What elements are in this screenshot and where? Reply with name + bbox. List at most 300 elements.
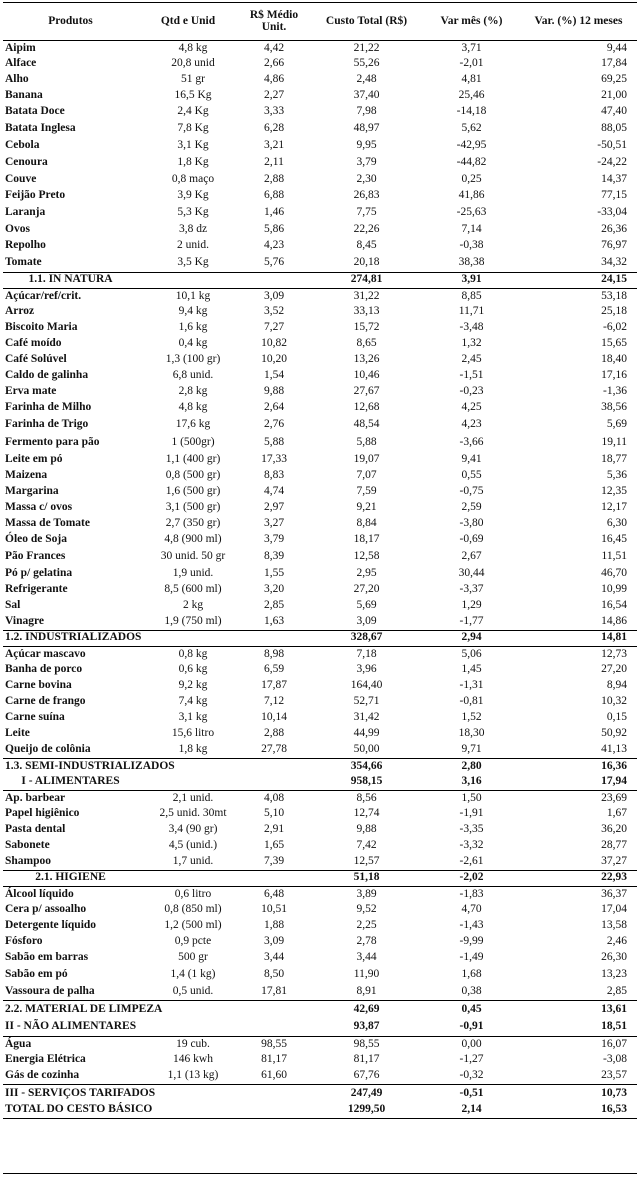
row-unit-price: 7,27 [263, 321, 285, 334]
row-name: Café moído [5, 337, 62, 350]
row-total: 48,54 [353, 418, 380, 431]
row-unit-price: 8,39 [263, 550, 285, 563]
row-qtd: 4,8 kg [178, 41, 208, 54]
row-unit-price: 6,88 [263, 189, 285, 202]
row-var-mes: 3,16 [423, 774, 520, 790]
row-name: Arroz [5, 305, 35, 318]
row-name: Ovos [5, 223, 30, 236]
subtotal-row [3, 272, 637, 288]
table-row [3, 566, 637, 582]
row-unit-price: 8,83 [263, 469, 285, 482]
row-name: Ap. barbear [5, 791, 66, 804]
row-unit-price: 4,23 [263, 239, 285, 252]
row-unit-price: 2,66 [263, 57, 285, 70]
table-row [3, 598, 637, 614]
row-var-mes: -2,01 [459, 57, 484, 70]
row-var-mes: 2,80 [423, 758, 520, 774]
row-unit-price: 5,86 [263, 223, 285, 236]
table-row [3, 172, 637, 188]
row-total: 42,69 [310, 1000, 423, 1018]
row-qtd: 146 kwh [173, 1053, 213, 1066]
row-total: 93,87 [310, 1018, 423, 1036]
row-var-mes: 1,29 [461, 599, 482, 612]
row-total: 19,07 [353, 453, 380, 466]
row-name: Cebola [5, 139, 40, 152]
row-var-12: 17,16 [601, 369, 627, 382]
table-row [3, 222, 637, 238]
row-var-12: 16,54 [601, 599, 627, 612]
row-qtd: 3,1 (500 gr) [165, 501, 221, 514]
row-unit-price: 10,82 [261, 337, 287, 350]
table-row [3, 838, 637, 854]
row-unit-price: 3,21 [263, 139, 285, 152]
row-var-12: 16,53 [520, 1102, 637, 1118]
row-qtd: 2,8 kg [178, 385, 208, 398]
row-var-12: 41,13 [601, 743, 627, 755]
row-name: Sabão em barras [5, 951, 89, 964]
row-total: 2,48 [356, 73, 377, 86]
row-qtd: 7,4 kg [178, 695, 208, 708]
row-qtd [138, 774, 238, 790]
row-total: 18,17 [353, 533, 380, 546]
row-unit-price: 4,08 [263, 791, 285, 804]
row-total: 33,13 [353, 305, 380, 318]
row-total: 81,17 [353, 1053, 380, 1066]
row-total: 7,98 [356, 105, 377, 118]
row-name: Farinha de Milho [5, 401, 92, 414]
row-qtd: 1,9 unid. [172, 567, 214, 580]
row-var-mes: -42,95 [456, 139, 487, 152]
row-name: Carne bovina [5, 679, 72, 692]
row-var-12: -6,02 [603, 321, 627, 334]
row-unit-price: 61,60 [261, 1069, 287, 1081]
table-row [3, 662, 637, 678]
row-var-mes: -1,77 [459, 615, 484, 627]
row-var-mes: -0,81 [459, 695, 484, 708]
row-total: 8,84 [356, 517, 377, 530]
row-name: Óleo de Soja [5, 533, 67, 546]
row-unit-price: 2,97 [263, 501, 285, 514]
row-total: 9,95 [356, 139, 377, 152]
row-qtd [138, 1102, 238, 1118]
row-var-12: 23,69 [601, 791, 627, 804]
row-total: 31,42 [353, 711, 380, 724]
row-var-12: 2,46 [606, 935, 627, 948]
table-row [3, 934, 637, 950]
row-total: 7,18 [356, 647, 377, 660]
table-row [3, 1036, 637, 1052]
row-var-12: 9,44 [606, 41, 627, 54]
row-unit-price [238, 630, 310, 646]
subtotal-row [3, 630, 637, 646]
row-var-12: 17,84 [601, 57, 627, 70]
row-qtd: 0,5 unid. [172, 985, 214, 997]
row-qtd: 2,4 Kg [177, 105, 209, 118]
row-qtd: 500 gr [178, 951, 208, 964]
row-unit-price: 3,52 [263, 305, 285, 318]
row-name: I - ALIMENTARES [3, 774, 138, 790]
row-unit-price: 2,88 [263, 727, 285, 740]
row-qtd: 1,8 kg [178, 743, 208, 755]
row-name: Batata Doce [5, 105, 65, 118]
row-var-mes: 1,68 [461, 968, 482, 981]
row-var-12: 2,85 [606, 985, 627, 997]
row-var-12: 18,77 [601, 453, 627, 466]
row-var-12: 16,07 [601, 1037, 627, 1050]
row-var-mes: 38,38 [458, 256, 485, 268]
row-qtd [138, 1018, 238, 1036]
table-row [3, 336, 637, 352]
row-name: 2.1. HIGIENE [3, 870, 138, 886]
row-var-mes: -2,61 [459, 855, 484, 867]
row-unit-price: 17,33 [261, 453, 287, 466]
row-unit-price [238, 1018, 310, 1036]
row-qtd: 2 unid. [177, 239, 209, 252]
row-unit-price: 3,79 [263, 533, 285, 546]
row-qtd: 2,7 (350 gr) [165, 517, 221, 530]
row-name: Papel higiênico [5, 807, 80, 820]
row-var-mes: -3,80 [459, 517, 484, 530]
row-qtd: 30 unid. 50 gr [160, 550, 226, 563]
table-row [3, 500, 637, 516]
row-unit-price: 6,48 [263, 887, 285, 900]
table-row [3, 254, 637, 272]
row-name: Água [5, 1037, 32, 1050]
table-row [3, 452, 637, 468]
row-qtd: 0,8 maço [171, 173, 215, 186]
row-name: Alface [5, 57, 37, 70]
row-var-12: 16,36 [520, 758, 637, 774]
row-name: Feijão Preto [5, 189, 66, 202]
row-name: Leite em pó [5, 453, 63, 466]
row-qtd: 1,7 unid. [172, 855, 214, 867]
row-total: 21,22 [353, 41, 380, 54]
table-row [3, 56, 637, 72]
row-unit-price: 3,09 [263, 935, 285, 948]
table-row [3, 434, 637, 452]
row-var-mes: -3,48 [459, 321, 484, 334]
row-var-12: 13,58 [601, 919, 627, 932]
row-unit-price [238, 1084, 310, 1102]
row-qtd: 1,4 (1 kg) [170, 968, 216, 981]
row-var-mes: 1,45 [461, 663, 482, 676]
row-var-mes: 0,45 [423, 1000, 520, 1018]
table-row [3, 320, 637, 336]
row-total: 10,46 [353, 369, 380, 382]
row-name: Farinha de Trigo [5, 418, 89, 431]
row-unit-price: 1,63 [263, 615, 285, 627]
row-var-12: -24,22 [597, 156, 627, 169]
row-total: 26,83 [353, 189, 380, 202]
row-total: 55,26 [353, 57, 380, 70]
row-unit-price: 7,12 [263, 695, 285, 708]
row-name: Açúcar mascavo [5, 647, 86, 660]
table-row [3, 1068, 637, 1084]
row-qtd: 3,1 kg [178, 711, 208, 724]
row-name: Tomate [5, 256, 42, 268]
table-row [3, 516, 637, 532]
row-unit-price: 3,27 [263, 517, 285, 530]
row-name: Açúcar/ref/crit. [5, 289, 82, 302]
row-var-12: 23,57 [601, 1069, 627, 1081]
row-var-mes: 1,52 [461, 711, 482, 724]
row-unit-price: 1,55 [263, 567, 285, 580]
row-qtd: 4,5 (unid.) [168, 839, 218, 852]
row-unit-price: 3,20 [263, 583, 285, 596]
row-unit-price: 17,87 [261, 679, 287, 692]
row-total: 274,81 [310, 272, 423, 288]
row-qtd: 9,2 kg [178, 679, 208, 692]
row-var-12: 34,32 [601, 256, 627, 268]
subtotal-row [3, 758, 637, 774]
row-var-mes: 25,46 [458, 89, 485, 102]
row-name: TOTAL DO CESTO BÁSICO [3, 1102, 138, 1118]
row-unit-price: 2,27 [263, 89, 285, 102]
table-row [3, 72, 637, 88]
row-total: 13,26 [353, 353, 380, 366]
row-var-12: 26,30 [601, 951, 627, 964]
row-var-mes: 30,44 [458, 567, 485, 580]
row-var-12: 88,05 [601, 122, 627, 135]
row-qtd: 0,6 litro [174, 887, 212, 900]
table-row [3, 120, 637, 138]
row-name: Vassoura de palha [5, 985, 95, 997]
row-var-12: 6,30 [606, 517, 627, 530]
row-total: 958,15 [310, 774, 423, 790]
row-var-mes: 2,67 [461, 550, 482, 563]
table-row [3, 484, 637, 500]
row-name: Banana [5, 89, 43, 102]
row-var-mes: -1,43 [459, 919, 484, 932]
table-row [3, 678, 637, 694]
row-name: Detergente líquido [5, 919, 97, 932]
table-row [3, 416, 637, 434]
row-var-12: 17,04 [601, 903, 627, 916]
row-var-mes: 4,23 [461, 418, 482, 431]
row-var-mes: -0,32 [459, 1069, 484, 1081]
row-name: Carne suína [5, 711, 65, 724]
row-var-12: 0,15 [606, 711, 627, 724]
table-row [3, 400, 637, 416]
row-unit-price: 2,64 [263, 401, 285, 414]
row-name: Refrigerante [5, 583, 68, 596]
row-unit-price: 2,91 [263, 823, 285, 836]
row-unit-price [238, 272, 310, 288]
row-name: Couve [5, 173, 37, 186]
row-qtd: 1 (500gr) [171, 436, 215, 449]
row-name: Laranja [5, 206, 46, 219]
row-name: Cenoura [5, 156, 48, 169]
row-unit-price: 27,78 [261, 743, 287, 755]
subtotal-row [3, 1102, 637, 1118]
row-unit-price: 1,65 [263, 839, 285, 852]
table-row [3, 104, 637, 120]
row-var-mes: -0,69 [459, 533, 484, 546]
row-name: Aipim [5, 41, 36, 54]
row-var-mes: 2,14 [423, 1102, 520, 1118]
row-var-mes: 8,85 [461, 289, 482, 302]
row-var-mes: -1,83 [459, 887, 484, 900]
row-total: 2,95 [356, 567, 377, 580]
table-row [3, 288, 637, 304]
row-var-mes: 4,25 [461, 401, 482, 414]
row-qtd: 0,6 kg [178, 663, 208, 676]
row-var-mes: -0,38 [459, 239, 484, 252]
row-total: 50,00 [353, 743, 380, 755]
row-unit-price: 98,55 [261, 1037, 287, 1050]
row-qtd: 19 cub. [176, 1037, 210, 1050]
row-var-mes: 9,71 [461, 743, 482, 755]
row-var-mes: -2,02 [423, 870, 520, 886]
row-var-12: 69,25 [601, 73, 627, 86]
row-qtd [138, 272, 238, 288]
row-name: 2.2. MATERIAL DE LIMPEZA [3, 1000, 138, 1018]
row-var-12: 46,70 [601, 567, 627, 580]
table-row [3, 352, 637, 368]
row-total: 12,74 [353, 807, 380, 820]
row-total: 44,99 [353, 727, 380, 740]
row-name: Biscoito Maria [5, 321, 78, 334]
row-unit-price [238, 774, 310, 790]
subtotal-row [3, 870, 637, 886]
row-var-12: 27,20 [601, 663, 627, 676]
row-unit-price [238, 758, 310, 774]
row-var-12: 77,15 [601, 189, 627, 202]
row-var-mes: 5,06 [461, 647, 482, 660]
row-unit-price: 10,14 [261, 711, 287, 724]
row-var-12: 36,37 [601, 887, 627, 900]
row-qtd: 2,5 unid. 30mt [159, 807, 227, 820]
row-unit-price: 3,33 [263, 105, 285, 118]
row-unit-price: 10,51 [261, 903, 287, 916]
row-name: Pó p/ gelatina [5, 567, 73, 580]
row-unit-price: 1,88 [263, 919, 285, 932]
row-unit-price: 5,76 [263, 256, 285, 268]
row-total: 9,21 [356, 501, 377, 514]
row-total: 48,97 [353, 122, 380, 135]
row-unit-price: 4,42 [263, 41, 285, 54]
row-qtd: 4,8 kg [178, 401, 208, 414]
row-total: 3,09 [356, 615, 377, 627]
row-total: 354,66 [310, 758, 423, 774]
row-unit-price: 4,86 [263, 73, 285, 86]
row-total: 11,90 [353, 968, 380, 981]
price-table [3, 3, 637, 1119]
row-total: 98,55 [353, 1037, 380, 1050]
row-total: 15,72 [353, 321, 380, 334]
row-total: 7,75 [356, 206, 377, 219]
row-total: 12,58 [353, 550, 380, 563]
row-unit-price: 8,50 [263, 968, 285, 981]
row-var-12: 14,37 [601, 173, 627, 186]
row-total: 8,45 [356, 239, 377, 252]
row-total: 27,20 [353, 583, 380, 596]
row-unit-price: 10,20 [261, 353, 287, 366]
row-name: Queijo de colônia [5, 743, 91, 755]
row-qtd: 1,1 (13 kg) [167, 1069, 219, 1081]
row-unit-price: 5,88 [263, 436, 285, 449]
row-var-mes: -1,31 [459, 679, 484, 692]
row-name: Massa c/ ovos [5, 501, 73, 514]
row-qtd: 1,9 (750 ml) [164, 615, 222, 627]
row-name: 1.1. IN NATURA [3, 272, 138, 288]
row-var-12: -33,04 [597, 206, 627, 219]
row-qtd: 20,8 unid [171, 57, 215, 70]
row-name: 1.2. INDUSTRIALIZADOS [3, 630, 138, 646]
table-row [3, 238, 637, 254]
row-total: 52,71 [353, 695, 380, 708]
table-row [3, 304, 637, 320]
row-total: 8,56 [356, 791, 377, 804]
table-row [3, 710, 637, 726]
row-var-12: 15,65 [601, 337, 627, 350]
row-name: Café Solúvel [5, 353, 67, 366]
table-row [3, 614, 637, 630]
row-name: Margarina [5, 485, 59, 498]
row-total: 8,65 [356, 337, 377, 350]
row-qtd: 9,4 kg [178, 305, 208, 318]
row-var-12: 37,27 [601, 855, 627, 867]
row-var-12: 19,11 [601, 436, 627, 449]
row-var-12: 12,35 [601, 485, 627, 498]
row-qtd: 17,6 kg [175, 418, 211, 431]
row-unit-price: 1,46 [263, 206, 285, 219]
table-row [3, 468, 637, 484]
row-var-mes: -0,91 [423, 1018, 520, 1036]
row-unit-price: 7,39 [263, 855, 285, 867]
table-row [3, 918, 637, 934]
row-name: Fósforo [5, 935, 43, 948]
row-var-mes: 4,70 [461, 903, 482, 916]
header-custo: Custo Total (R$) [310, 3, 423, 40]
row-name: Cera p/ assoalho [5, 903, 87, 916]
row-unit-price: 2,88 [263, 173, 285, 186]
row-name: Alho [5, 73, 29, 86]
table-row [3, 154, 637, 172]
row-qtd: 0,8 (500 gr) [165, 469, 221, 482]
row-var-12: 10,73 [520, 1084, 637, 1102]
row-name: Fermento para pão [5, 436, 100, 449]
row-total: 3,44 [356, 951, 377, 964]
row-var-mes: -14,18 [456, 105, 487, 118]
row-total: 8,91 [356, 985, 377, 997]
row-var-mes: -0,75 [459, 485, 484, 498]
row-var-12: 14,86 [601, 615, 627, 627]
row-var-12: 14,81 [520, 630, 637, 646]
row-var-12: 5,36 [606, 469, 627, 482]
row-qtd: 1,2 (500 ml) [164, 919, 222, 932]
row-var-mes: -25,63 [456, 206, 487, 219]
row-var-mes: -0,51 [423, 1084, 520, 1102]
row-total: 9,52 [356, 903, 377, 916]
row-total: 37,40 [353, 89, 380, 102]
row-total: 5,88 [356, 436, 377, 449]
table-row [3, 902, 637, 918]
row-unit-price: 9,88 [263, 385, 285, 398]
row-qtd: 51 gr [181, 73, 205, 86]
table-row [3, 646, 637, 662]
table-row [3, 532, 637, 548]
table-row [3, 984, 637, 1000]
row-var-12: 13,61 [520, 1000, 637, 1018]
row-qtd: 3,4 (90 gr) [168, 823, 218, 836]
row-var-mes: -3,66 [459, 436, 484, 449]
header-qtd: Qtd e Unid [138, 3, 238, 40]
row-unit-price: 2,11 [264, 156, 284, 169]
row-var-12: 76,97 [601, 239, 627, 252]
table-body [3, 40, 637, 1118]
row-name: Banha de porco [5, 663, 83, 676]
